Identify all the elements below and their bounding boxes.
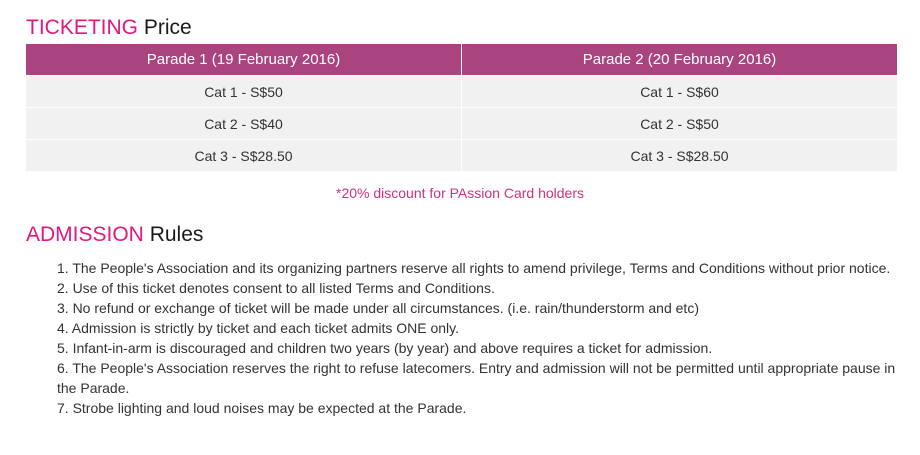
price-cell: Cat 3 - S$28.50 (26, 140, 462, 172)
admission-heading-accent: ADMISSION (26, 223, 144, 246)
ticketing-heading-accent: TICKETING (26, 16, 139, 39)
price-cell: Cat 1 - S$60 (462, 76, 898, 108)
admission-heading (26, 224, 203, 245)
column-header-parade-2: Parade 2 (20 February 2016) (462, 44, 898, 76)
column-header-parade-1: Parade 1 (19 February 2016) (26, 44, 462, 76)
table-row (26, 76, 897, 108)
admission-rules-list (57, 258, 907, 418)
price-cell: Cat 1 - S$50 (26, 76, 462, 108)
discount-note: *20% discount for PAssion Card holders (336, 185, 584, 201)
ticketing-heading (26, 17, 192, 38)
rule-item: 7. Strobe lighting and loud noises may be expected at the Parade. (57, 400, 467, 416)
price-table-header-row (26, 44, 897, 76)
rule-item: 6. The People's Association reserves the right to refuse latecomers. Entry and admission will not be permitted until appropriate pause in the Parade. (57, 360, 896, 396)
price-table (26, 44, 897, 171)
price-cell: Cat 2 - S$50 (462, 108, 898, 140)
price-cell: Cat 3 - S$28.50 (462, 140, 898, 172)
admission-heading-rest: Rules (143, 223, 204, 246)
rule-item: 1. The People's Association and its organizing partners reserve all rights to amend privilege, Terms and Conditions without prior notice. (57, 260, 891, 276)
price-cell: Cat 2 - S$40 (26, 108, 462, 140)
rule-item: 3. No refund or exchange of ticket will be made under all circumstances. (i.e. rain/thunderstorm and etc) (57, 300, 699, 316)
rule-item: 4. Admission is strictly by ticket and each ticket admits ONE only. (57, 320, 460, 336)
table-row (26, 108, 897, 140)
ticketing-heading-rest: Price (138, 16, 192, 39)
table-row (26, 140, 897, 172)
rule-item: 5. Infant-in-arm is discouraged and children two years (by year) and above requires a ticket for admission. (57, 340, 713, 356)
rule-item: 2. Use of this ticket denotes consent to all listed Terms and Conditions. (57, 280, 495, 296)
